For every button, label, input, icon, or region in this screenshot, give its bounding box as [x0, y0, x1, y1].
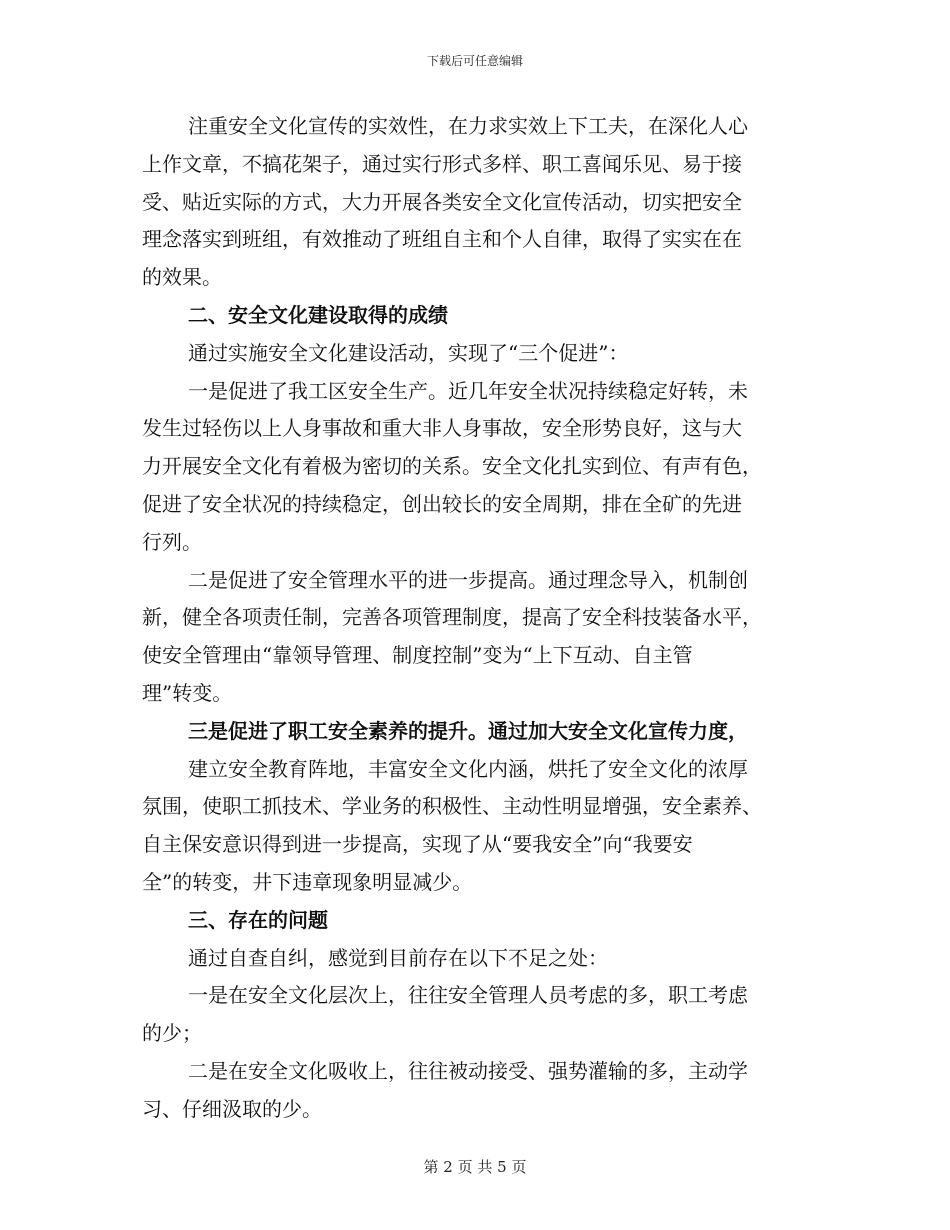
text-line: 自主保安意识得到进一步提高，实现了从“要我安全”向“我要安 — [142, 832, 693, 857]
page-number: 第 2 页 共 5 页 — [423, 1158, 527, 1176]
text-line: 理念落实到班组，有效推动了班组自主和个人自律，取得了实实在在 — [142, 227, 742, 252]
text-line: 注重安全文化宣传的实效性，在力求实效上下工夫，在深化人心 — [188, 114, 748, 138]
text-line: 理”转变。 — [142, 680, 233, 705]
text-line: 氛围，使职工抓技术、学业务的积极性、主动性明显增强，安全素养、 — [142, 794, 762, 819]
text-line: 一是在安全文化层次上，往往安全管理人员考虑的多，职工考虑 — [188, 983, 748, 1008]
text-line: 一是促进了我工区安全生产。近几年安全状况持续稳定好转，未 — [188, 378, 748, 403]
text-line: 二是促进了安全管理水平的进一步提高。通过理念导入，机制创 — [188, 567, 748, 592]
text-line: 习、仔细汲取的少。 — [142, 1096, 322, 1121]
document-body — [142, 108, 814, 1129]
section-heading-line: 三、存在的问题 — [188, 907, 328, 932]
section-heading-line: 三是促进了职工安全素养的提升。通过加大安全文化宣传力度， — [188, 718, 748, 743]
text-line: 上作文章，不搞花架子，通过实行形式多样、职工喜闻乐见、易于接 — [142, 151, 742, 176]
text-line: 全”的转变，井下违章现象明显减少。 — [142, 869, 473, 894]
text-line: 的少； — [142, 1021, 202, 1046]
header-note: 下载后可任意编辑 — [426, 54, 523, 68]
text-line: 的效果。 — [142, 265, 222, 290]
text-line: 新，健全各项责任制，完善各项管理制度，提高了安全科技装备水平， — [142, 605, 762, 630]
text-line: 建立安全教育阵地，丰富安全文化内涵，烘托了安全文化的浓厚 — [188, 756, 748, 781]
text-line: 使安全管理由“靠领导管理、制度控制”变为“上下互动、自主管 — [142, 643, 693, 668]
text-line: 受、贴近实际的方式，大力开展各类安全文化宣传活动，切实把安全 — [142, 189, 742, 214]
text-line: 力开展安全文化有着极为密切的关系。安全文化扎实到位、有声有色， — [142, 454, 762, 479]
text-line: 通过实施安全文化建设活动，实现了“三个促进”： — [188, 340, 629, 365]
text-line: 通过自查自纠，感觉到目前存在以下不足之处： — [188, 945, 608, 970]
section-heading-line: 二、安全文化建设取得的成绩 — [188, 302, 448, 327]
text-line: 二是在安全文化吸收上，往往被动接受、强势灌输的多，主动学 — [188, 1058, 748, 1083]
text-line: 行列。 — [142, 529, 202, 554]
text-line: 促进了安全状况的持续稳定，创出较长的安全周期，排在全矿的先进 — [142, 491, 742, 516]
text-line: 发生过轻伤以上人身事故和重大非人身事故，安全形势良好，这与大 — [142, 416, 742, 441]
